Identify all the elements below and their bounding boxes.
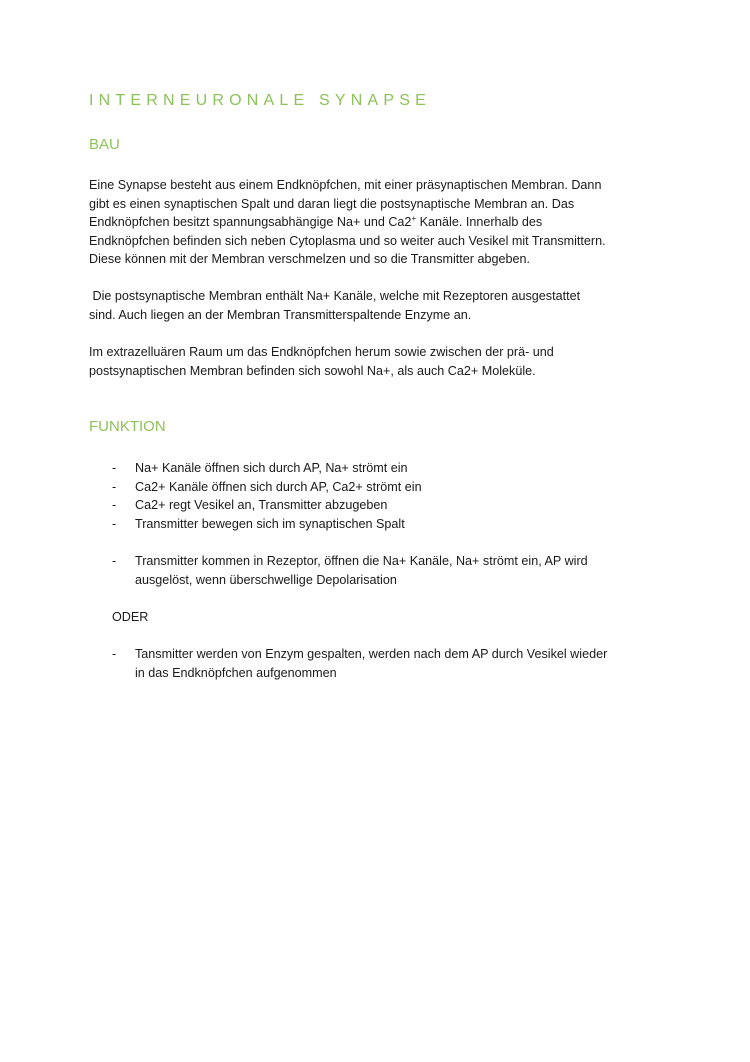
page-title: INTERNEURONALE SYNAPSE xyxy=(89,92,432,109)
list-item-line: in das Endknöpfchen aufgenommen xyxy=(135,665,337,680)
paragraph-line: Die postsynaptische Membran enthält Na+ Kanäle, welche mit Rezeptoren ausgestattet xyxy=(89,289,581,303)
superscript-plus: + xyxy=(411,214,417,223)
paragraph-line: Im extrazelluären Raum um das Endknöpfchen herum sowie zwischen der prä- und xyxy=(89,345,554,359)
paragraph-line: sind. Auch liegen an der Membran Transmitterspaltende Enzyme an. xyxy=(89,307,472,322)
paragraph-line: gibt es einen synaptischen Spalt und daran liegt die postsynaptische Membran an. Das xyxy=(89,196,575,211)
section-heading-funktion: FUNKTION xyxy=(89,418,166,435)
list-item xyxy=(112,552,692,589)
list-item: - Ca2+ regt Vesikel an, Transmitter abzugeben xyxy=(112,496,692,515)
section-heading-bau: BAU xyxy=(89,136,120,153)
list-item: - Na+ Kanäle öffnen sich durch AP, Na+ strömt ein xyxy=(112,459,692,478)
list-item: - Ca2+ Kanäle öffnen sich durch AP, Ca2+ strömt ein xyxy=(112,478,692,497)
oder-label: ODER xyxy=(112,610,149,624)
list-item: - Transmitter bewegen sich im synaptischen Spalt xyxy=(112,515,692,534)
paragraph-line: Endknöpfchen befinden sich neben Cytoplasma und so weiter auch Vesikel mit Transmittern. xyxy=(89,233,606,248)
funktion-list xyxy=(112,459,692,533)
funktion-list-3 xyxy=(112,645,692,682)
funktion-list-2 xyxy=(112,552,692,589)
list-item xyxy=(112,645,692,682)
list-item-line: ausgelöst, wenn überschwellige Depolarisation xyxy=(135,572,397,587)
paragraph-bau-2 xyxy=(89,287,689,324)
paragraph-line: Kanäle. Innerhalb des xyxy=(416,215,543,230)
paragraph-line: postsynaptischen Membran befinden sich sowohl Na+, als auch Ca2+ Moleküle. xyxy=(89,363,536,378)
paragraph-line: Endknöpfchen besitzt spannungsabhängige Na+ und Ca2 xyxy=(89,215,412,230)
paragraph-bau-3 xyxy=(89,343,689,380)
paragraph-line: Eine Synapse besteht aus einem Endknöpfchen, mit einer präsynaptischen Membran. Dann xyxy=(89,178,602,192)
list-item-line: Transmitter kommen in Rezeptor, öffnen die Na+ Kanäle, Na+ strömt ein, AP wird xyxy=(135,554,588,568)
paragraph-bau-1 xyxy=(89,176,689,269)
list-item-line: Tansmitter werden von Enzym gespalten, werden nach dem AP durch Vesikel wieder xyxy=(135,647,608,661)
paragraph-line: Diese können mit der Membran verschmelzen und so die Transmitter abgeben. xyxy=(89,252,531,267)
